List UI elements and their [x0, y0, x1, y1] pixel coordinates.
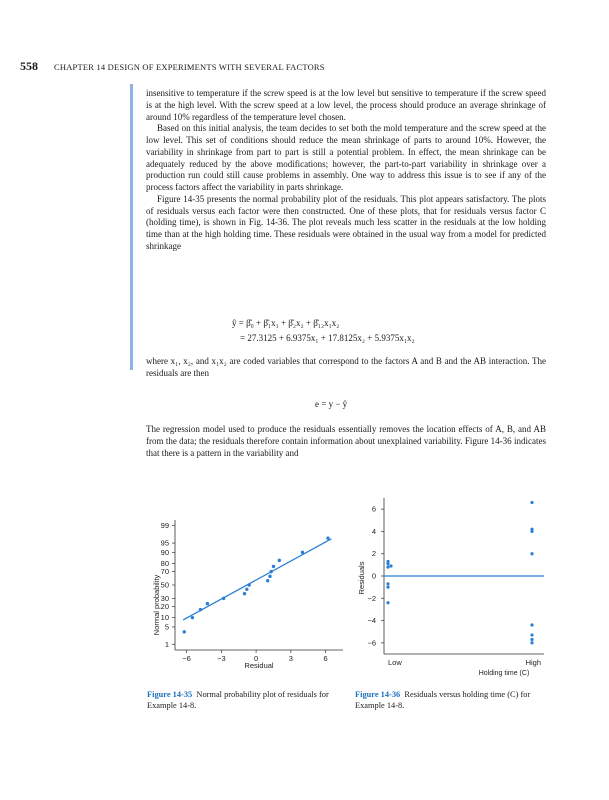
residual-point-high — [530, 501, 533, 504]
model-equation-line-2: = 27.3125 + 6.9375x₁ + 17.8125x₂ + 5.9375x₁x₂ — [240, 333, 415, 343]
residual-point-low — [389, 564, 392, 567]
residual-point — [199, 608, 202, 611]
residual-point-high — [530, 623, 533, 626]
y-tick-label: −2 — [367, 593, 376, 603]
y-tick-label: 95 — [160, 538, 169, 548]
residual-point — [268, 575, 271, 578]
residual-point — [243, 592, 246, 595]
paragraph-1: insensitive to temperature if the screw speed is at the low level but sensitive to temperature if the screw speed is at the high level. With the screw speed at a low level, the process should produce an average shrinkage of around 10% regardless of the temperature level chosen. — [146, 88, 546, 122]
figure-14-36-label: Figure 14-36 — [355, 690, 401, 699]
fit-line — [183, 539, 331, 620]
chapter-title: CHAPTER 14 DESIGN OF EXPERIMENTS WITH SEVERAL FACTORS — [54, 62, 325, 72]
residual-point — [206, 602, 209, 605]
residual-equation: e = y − ŷ — [315, 399, 348, 409]
y-tick-label: 50 — [160, 580, 169, 590]
residual-point-low — [386, 565, 389, 568]
y-tick-label: 2 — [371, 549, 376, 559]
residual-point — [245, 588, 248, 591]
residual-point — [191, 616, 194, 619]
x-axis-label: Holding time (C) — [478, 670, 530, 677]
body-text-3 — [146, 424, 546, 459]
plot-frame — [175, 520, 343, 650]
x-tick-label: −3 — [217, 654, 226, 663]
x-category-label: Low — [388, 658, 402, 667]
y-tick-label: 6 — [371, 504, 376, 514]
normal-probability-plot — [145, 510, 350, 670]
y-tick-label: −4 — [367, 616, 376, 626]
residual-point-high — [530, 633, 533, 636]
y-axis-label: Normal probability — [152, 574, 161, 636]
residual-point-high — [530, 641, 533, 644]
y-tick-label: 70 — [160, 567, 169, 577]
figure-14-36-text: Residuals versus holding time (C) for Example 14-8. — [355, 690, 531, 710]
residuals-vs-holding-time-plot — [352, 494, 552, 677]
residual-point — [301, 551, 304, 554]
body-text — [146, 88, 546, 253]
residual-point-low — [386, 586, 389, 589]
model-equation-line-1: ŷ = β̂₀ + β̂₁x₁ + β̂₂x₂ + β̂₁₂x₁x₂ — [232, 318, 340, 328]
x-tick-label: 3 — [288, 654, 293, 663]
margin-bar — [130, 84, 133, 370]
residual-point-high — [530, 638, 533, 641]
residual-point-low — [386, 582, 389, 585]
residual-point — [266, 579, 269, 582]
figure-14-36-caption — [355, 690, 545, 711]
residual-point — [278, 559, 281, 562]
y-tick-label: 20 — [160, 601, 169, 611]
residual-point — [269, 570, 272, 573]
y-tick-label: 90 — [160, 547, 169, 557]
residual-point-low — [386, 601, 389, 604]
x-axis-label: Residual — [244, 661, 274, 670]
y-tick-label: 5 — [164, 622, 169, 632]
y-tick-label: 30 — [160, 593, 169, 603]
residual-point — [326, 536, 329, 539]
page-number: 558 — [20, 59, 38, 73]
paragraph-5: The regression model used to produce the residuals essentially removes the location effects of A, B, and AB from the data; the residuals therefore contain information about unexplained variability. Figure 14-36 indicates that there is a pattern in the variability and — [146, 424, 546, 458]
residual-point-high — [530, 530, 533, 533]
y-tick-label: 1 — [164, 639, 169, 649]
figure-14-35-text: Normal probability plot of residuals for Example 14-8. — [147, 690, 329, 710]
residual-point — [247, 583, 250, 586]
x-tick-label: 0 — [254, 654, 259, 663]
y-tick-label: −6 — [367, 638, 376, 648]
residual-point — [183, 630, 186, 633]
residual-point-low — [386, 562, 389, 565]
y-tick-label: 99 — [160, 521, 169, 531]
residual-point — [272, 565, 275, 568]
paragraph-4: where x₁, x₂, and x₁x₂ are coded variables that correspond to the factors A and B and the AB interaction. The residuals are then — [146, 356, 546, 378]
residual-point-high — [530, 552, 533, 555]
paragraph-2: Based on this initial analysis, the team decides to set both the mold temperature and the screw speed at the low level. This set of conditions should reduce the mean shrinkage of parts to around 10%. However, the variability in shrinkage from part to part is still a potential problem. In effect, the mean shrinkage can be adequately reduced by the above modifications; however, the part-to-part variability in shrinkage over a production run could still cause problems in assembly. One way to address this issue is to see if any of the process factors affect the variability in parts shrinkage. — [146, 123, 546, 192]
running-header — [20, 57, 325, 75]
body-text-2 — [146, 356, 546, 380]
x-category-label: High — [525, 658, 541, 667]
y-tick-label: 80 — [160, 559, 169, 569]
x-tick-label: −6 — [182, 654, 191, 663]
residual-point — [222, 597, 225, 600]
figure-14-35-label: Figure 14-35 — [147, 690, 193, 699]
paragraph-3: Figure 14-35 presents the normal probability plot of the residuals. This plot appears satisfactory. The plots of residuals versus each factor were then constructed. One of these plots, that for residuals versus factor C (holding time), is shown in Fig. 14-36. The plot reveals much less scatter in the residuals at the low holding time than at the high holding time. These residuals were obtained in the usual way from a model for predicted shrinkage — [146, 193, 546, 251]
y-tick-label: 0 — [371, 571, 376, 581]
y-axis-label: Residuals — [357, 561, 366, 595]
figure-14-35-caption — [147, 690, 347, 711]
x-tick-label: 6 — [323, 654, 328, 663]
y-tick-label: 10 — [160, 613, 169, 623]
y-tick-label: 4 — [371, 526, 376, 536]
